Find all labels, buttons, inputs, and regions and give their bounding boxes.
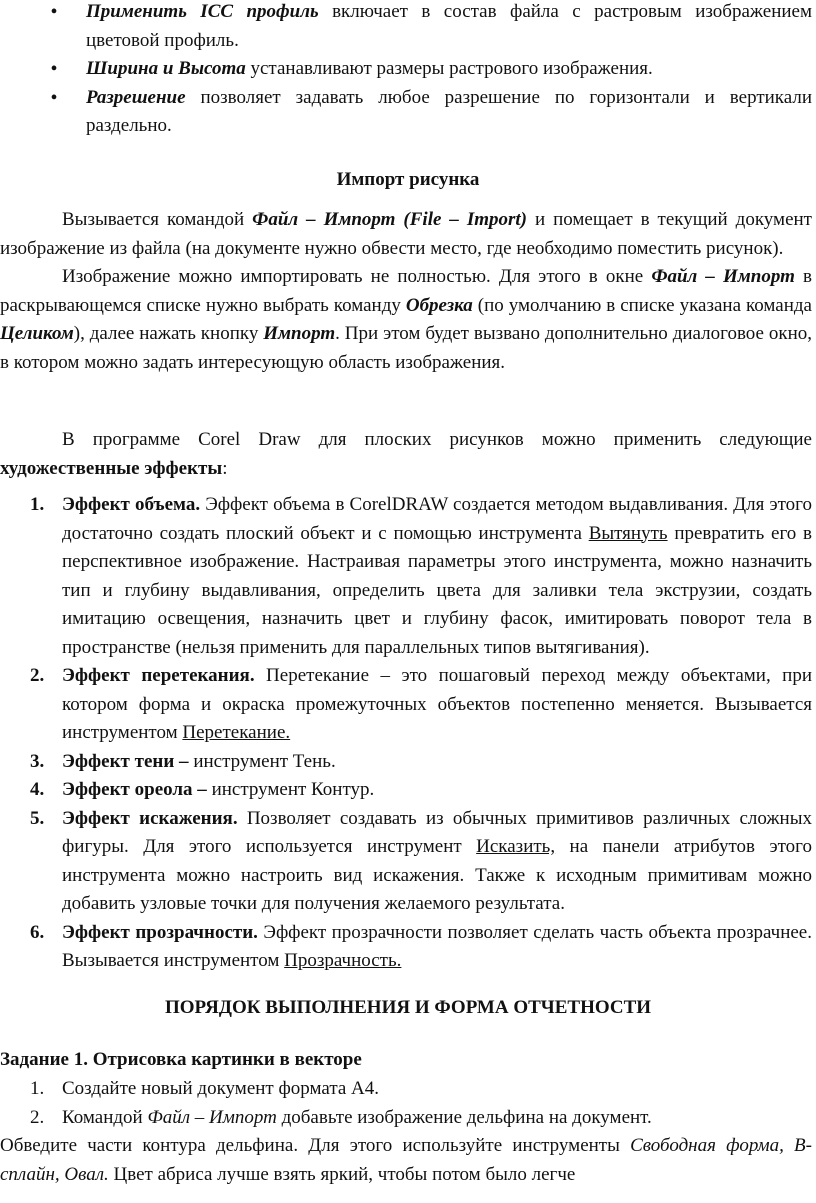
task-1-title: Задание 1. Отрисовка картинки в векторе (0, 1049, 362, 1070)
list-number: 5. (30, 807, 45, 829)
bullet-text: устанавливают размеры растрового изображения. (245, 58, 653, 79)
tool-names: Свободная форма, В-сплайн, Овал. (0, 1135, 812, 1185)
import-window-name: Файл – Импорт (651, 266, 795, 287)
list-number: 2. (30, 1106, 45, 1128)
import-button-name: Импорт (263, 323, 336, 344)
effect-tool-link: Перетекание. (182, 722, 291, 743)
bullet-dot-icon: • (50, 1, 58, 23)
task-step-2: 2. Командой Файл – Импорт добавьте изображение дельфина на документ. (0, 1104, 816, 1133)
effect-title: Эффект тени – (62, 750, 189, 772)
effects-list (0, 491, 816, 976)
bullet-term: Применить ICC профиль (86, 1, 319, 22)
list-number: 6. (30, 921, 45, 943)
import-paragraph-1: Вызывается командой Файл – Импорт (File – Import) и помещает в текущий документ изображение из файла (на документе нужно обвести место, где необходимо поместить рисунок). (0, 209, 812, 259)
list-number: 2. (30, 665, 45, 686)
list-number: 3. (30, 750, 45, 772)
list-number: 1. (30, 494, 45, 515)
effect-tool-link: Прозрачность. (284, 950, 402, 971)
effect-title: Эффект объема. (62, 494, 201, 515)
bullet-item-size (0, 55, 816, 84)
bullet-dot-icon: • (50, 86, 58, 109)
effects-intro: В программе Corel Draw для плоских рисунков можно применить следующие художественные эффекты: (0, 429, 812, 479)
bullet-text: позволяет задавать любое разрешение по горизонтали и вертикали раздельно. (86, 86, 812, 136)
effect-item-halo: 4. Эффект ореола – инструмент Контур. (0, 776, 816, 805)
effect-tool-link: Исказить, (476, 836, 556, 857)
task-step-1: 1. Создайте новый документ формата А4. (0, 1075, 816, 1104)
bullet-term: Разрешение (86, 86, 186, 108)
effect-title: Эффект перетекания. (62, 665, 255, 686)
effects-intro-bold: художественные эффекты (0, 457, 223, 479)
effect-item-transparency: 6. Эффект прозрачности. Эффект прозрачности позволяет сделать часть объекта прозрачнее. Вызывается инструментом Прозрачность. (0, 919, 816, 976)
bullet-term: Ширина и Высота (86, 58, 246, 79)
effect-item-volume: 1. Эффект объема. Эффект объема в CorelDRAW создается методом выдавливания. Для этого достаточно создать плоский объект и с помощью инструмента Вытянуть превратить его в перспективное изображение. Настраивая параметры этого инструмента, можно назначить тип и глубину выдавливания, определить цвета для заливки тела экструзии, создать имитацию освещения, назначить цвет и глубину фасок, имитировать поворот тела в пространстве (нельзя применить для параллельных типов вытягивания). (0, 491, 816, 662)
bullet-item-resolution (0, 84, 816, 141)
effect-item-distort: 5. Эффект искажения. Позволяет создавать из обычных примитивов различных сложных фигуры. Для этого используется инструмент Исказить, на панели атрибутов этого инструмента можно настроить вид искажения. Также к исходным примитивам можно добавить узловые точки для получения желаемого результата. (0, 805, 816, 919)
import-paragraphs (0, 206, 812, 377)
whole-option: Целиком (0, 323, 74, 344)
effect-tool-link: Вытянуть (588, 522, 668, 544)
crop-option: Обрезка (405, 294, 473, 316)
effect-item-blend: 2. Эффект перетекания. Перетекание – это пошаговый переход между объектами, при котором форма и окраска промежуточных объектов постепенно меняется. Вызывается инструментом Перетекание. (0, 662, 816, 748)
import-paragraph-2: Изображение можно импортировать не полностью. Для этого в окне Файл – Импорт в раскрывающемся списке нужно выбрать команду Обрезка (по умолчанию в списке указана команда Целиком), далее нажать кнопку Импорт. При этом будет вызвано дополнительно диалоговое окно, в котором можно задать интересующую область изображения. (0, 266, 812, 373)
bullet-item-icc (0, 0, 816, 55)
bullet-text: включает в состав файла с растровым изображением цветовой профиль. (86, 1, 812, 51)
import-command: Файл – Импорт (File – Import) (252, 209, 527, 230)
bullet-dot-icon: • (50, 58, 58, 80)
effect-title: Эффект прозрачности. (62, 921, 258, 943)
list-number: 1. (30, 1078, 45, 1099)
task-1-steps (0, 1075, 816, 1132)
effect-title: Эффект искажения. (62, 807, 238, 829)
options-bullet-list (0, 0, 816, 141)
effect-title: Эффект ореола – (62, 779, 207, 800)
effect-item-shadow: 3. Эффект тени – инструмент Тень. (0, 748, 816, 777)
import-heading: Импорт рисунка (336, 169, 480, 190)
task-1-instructions: Обведите части контура дельфина. Для этого используйте инструменты Свободная форма, В-сплайн, Овал. Цвет абриса лучше взять яркий, чтобы потом было легче (0, 1135, 812, 1185)
import-command: Файл – Импорт (147, 1106, 277, 1128)
order-heading: ПОРЯДОК ВЫПОЛНЕНИЯ И ФОРМА ОТЧЕТНОСТИ (164, 997, 652, 1018)
list-number: 4. (30, 779, 45, 800)
